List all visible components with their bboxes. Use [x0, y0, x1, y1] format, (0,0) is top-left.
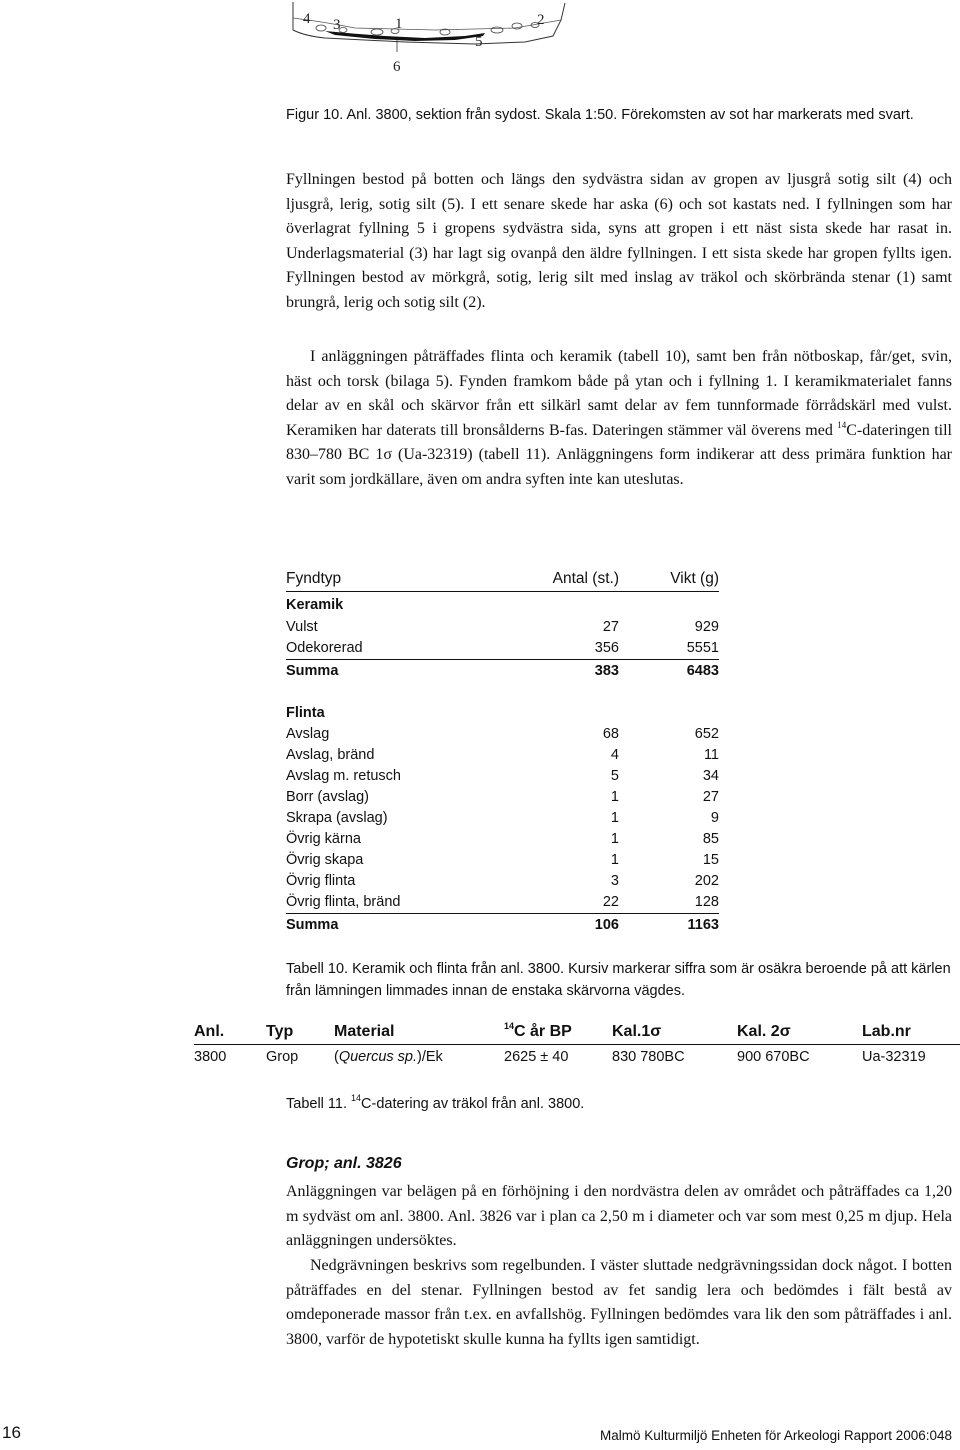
layer-label-2: 2	[537, 12, 545, 28]
header-anl: Anl.	[194, 1023, 225, 1040]
paragraph-pit-fill-text: Nedgrävningen beskrivs som regelbunden. I väster sluttade nedgrävningssidan dock något. I botten påträffades en del stenar. Fyllningen bestod av fet sandig lera och bedömdes i fält bestå av omdeponerade massor från t.ex. en avfallshög. Fyllningen bedömdes vara lik den som påträffades i anl. 3800, varför de hypotetiskt skulle kunna ha fyllts igen samtidigt.	[286, 1257, 952, 1348]
cell-labnr: Ua-32319	[862, 1049, 926, 1065]
paragraph-finds-text-2: C-dateringen till 830–780 BC 1σ (Ua-32319) (tabell 11). Anläggningens form indikerar att dess primära funktion har varit som jordkällare, även om andra syften inte kan uteslutas.	[286, 421, 952, 488]
header-labnr: Lab.nr	[862, 1023, 911, 1040]
header-material: Material	[334, 1023, 395, 1040]
cell-antal: 68	[602, 725, 619, 742]
paragraph-finds-text-1: I anläggningen påträffades flinta och keramik (tabell 10), samt ben från nötboskap, får/get, svin, häst och torsk (bilaga 5). Fynden framkom både på ytan och i fyllning 1. I keramikmaterialet fanns delar av en skål och skärvor från ett silkärl samt delar av fem tunnformade förrådskärl med vulst. Keramiken har daterats till bronsålderns B-fas. Dateringen stämmer väl överens med	[286, 348, 952, 439]
cell-antal: 4	[610, 746, 619, 763]
table-row	[286, 637, 719, 658]
group-spacer	[286, 682, 719, 702]
cell-typ: Grop	[266, 1049, 299, 1065]
material-open: (	[334, 1049, 339, 1065]
cell-antal: 1	[610, 788, 619, 805]
cell-vikt: 15	[702, 851, 719, 868]
cell-fyndtyp: Övrig kärna	[286, 830, 361, 847]
table-11-caption-text: C-datering av träkol från anl. 3800.	[361, 1096, 585, 1112]
c14-superscript: 14	[351, 1093, 362, 1103]
table-row	[286, 616, 719, 637]
header-vikt: Vikt (g)	[670, 570, 719, 587]
table-header-row	[286, 568, 719, 592]
table-row	[286, 828, 719, 849]
cell-fyndtyp: Övrig flinta	[286, 872, 356, 889]
header-kal1: Kal.1σ	[612, 1023, 662, 1040]
cell-fyndtyp: Övrig skapa	[286, 851, 364, 868]
cell-antal: 3	[610, 872, 619, 889]
cell-c14: 2625 ± 40	[504, 1049, 569, 1065]
cell-vikt: 929	[694, 618, 719, 635]
cell-vikt: 128	[694, 893, 719, 910]
group-title-label: Flinta	[286, 704, 325, 721]
cell-fyndtyp: Övrig flinta, bränd	[286, 893, 401, 910]
cell-antal: 27	[602, 618, 619, 635]
publication-footer: Malmö Kulturmiljö Enheten för Arkeologi Rapport 2006:048	[600, 1428, 952, 1443]
cell-antal: 1	[610, 851, 619, 868]
header-antal: Antal (st.)	[552, 570, 619, 587]
table-row	[286, 807, 719, 828]
layer-label-3: 3	[333, 17, 341, 33]
material-close: )/Ek	[417, 1049, 443, 1065]
cell-antal: 5	[610, 767, 619, 784]
section-drawing	[285, 0, 585, 80]
cell-vikt: 6483	[686, 663, 719, 679]
header-c14	[504, 1023, 572, 1041]
sum-row-keramik	[286, 659, 719, 682]
cell-antal: 22	[602, 893, 619, 910]
table-row	[286, 723, 719, 744]
cell-vikt: 34	[702, 767, 719, 784]
cell-vikt: 5551	[686, 639, 719, 656]
cell-fyndtyp: Summa	[286, 917, 339, 933]
table-row	[286, 744, 719, 765]
cell-material	[334, 1049, 443, 1065]
header-c14-label: C år BP	[514, 1023, 572, 1040]
header-fyndtyp: Fyndtyp	[286, 570, 342, 587]
cell-vikt: 202	[694, 872, 719, 889]
cell-vikt: 9	[710, 809, 719, 826]
layer-label-4: 4	[303, 11, 311, 27]
cell-vikt: 1163	[687, 917, 719, 933]
table-10-finds	[286, 568, 719, 936]
cell-antal: 1	[610, 830, 619, 847]
cell-anl: 3800	[194, 1049, 227, 1065]
layer-label-1: 1	[395, 16, 403, 32]
table-11-c14-dating	[194, 1018, 960, 1071]
cell-fyndtyp: Vulst	[286, 618, 318, 635]
material-latin-name: Quercus sp.	[338, 1049, 418, 1065]
table-row	[286, 765, 719, 786]
table-row	[286, 870, 719, 891]
figure-caption: Figur 10. Anl. 3800, sektion från sydost. Skala 1:50. Förekomsten av sot har markerats med svart.	[286, 107, 914, 123]
table-row	[286, 849, 719, 870]
cell-fyndtyp: Avslag, bränd	[286, 746, 375, 763]
table-11-caption-label: Tabell 11.	[286, 1096, 347, 1112]
c14-superscript: 14	[837, 419, 847, 430]
section-heading: Grop; anl. 3826	[286, 1155, 402, 1172]
cell-kal2: 900 670BC	[737, 1049, 810, 1065]
header-typ: Typ	[266, 1023, 294, 1040]
sum-row-flinta	[286, 913, 719, 936]
cell-vikt: 27	[702, 788, 719, 805]
cell-antal: 1	[610, 809, 619, 826]
cell-fyndtyp: Odekorerad	[286, 639, 363, 656]
cell-fyndtyp: Summa	[286, 663, 339, 679]
paragraph-pit-location: Anläggningen var belägen på en förhöjning i den nordvästra delen av området och påträffades ca 1,20 m sydväst om anl. 3800. Anl. 3826 var i plan ca 2,50 m i diameter och var som mest 0,25 m djup. Hela anläggningen undersöktes.	[286, 1183, 952, 1249]
group-title-label: Keramik	[286, 597, 344, 613]
cell-antal: 106	[594, 917, 619, 933]
cell-fyndtyp: Skrapa (avslag)	[286, 809, 388, 826]
paragraph-finds-dating	[286, 345, 952, 492]
header-kal2: Kal. 2σ	[737, 1023, 791, 1040]
paragraph-fill-description: Fyllningen bestod på botten och längs den sydvästra sidan av gropen av ljusgrå sotig silt (4) och ljusgrå, lerig, sotig silt (5). I ett senare skede har aska (6) och sot kastats ned. I fyllningen som har överlagrat fyllning 5 i gropens sydvästra sida, syns att gropen i ett näst sista skede har rasat in. Underlagsmaterial (3) har lagt sig ovanpå den äldre fyllningen. I ett sista skede har gropen fyllts igen. Fyllningen bestod av mörkgrå, sotig, lerig silt med inslag av träkol och skörbrända stenar (1) samt brungrå, lerig och sotig silt (2).	[286, 171, 952, 311]
cell-fyndtyp: Avslag	[286, 725, 330, 742]
table-header-row	[194, 1018, 960, 1045]
cell-vikt: 652	[694, 725, 719, 742]
cell-kal1: 830 780BC	[612, 1049, 685, 1065]
cell-antal: 356	[594, 639, 619, 656]
group-title-keramik	[286, 592, 719, 616]
table-row	[286, 891, 719, 912]
group-title-flinta	[286, 702, 719, 723]
stones	[316, 23, 539, 36]
layer-label-5: 5	[475, 34, 483, 50]
table-row	[194, 1045, 960, 1071]
c14-superscript: 14	[504, 1021, 515, 1031]
paragraph-pit-fill	[286, 1254, 952, 1352]
table-11-caption	[286, 1093, 956, 1115]
cell-fyndtyp: Borr (avslag)	[286, 788, 369, 805]
cell-antal: 383	[594, 663, 619, 679]
page-number: 16	[2, 1423, 21, 1442]
cell-vikt: 85	[702, 830, 719, 847]
table-row	[286, 786, 719, 807]
cell-fyndtyp: Avslag m. retusch	[286, 767, 401, 784]
layer-label-6: 6	[393, 59, 401, 75]
table-10-caption: Tabell 10. Keramik och flinta från anl. 3800. Kursiv markerar siffra som är osäkra beroende på att kärlen från lämningen limmades innan de enstaka skärvorna vägdes.	[286, 961, 951, 999]
cell-vikt: 11	[703, 746, 719, 763]
